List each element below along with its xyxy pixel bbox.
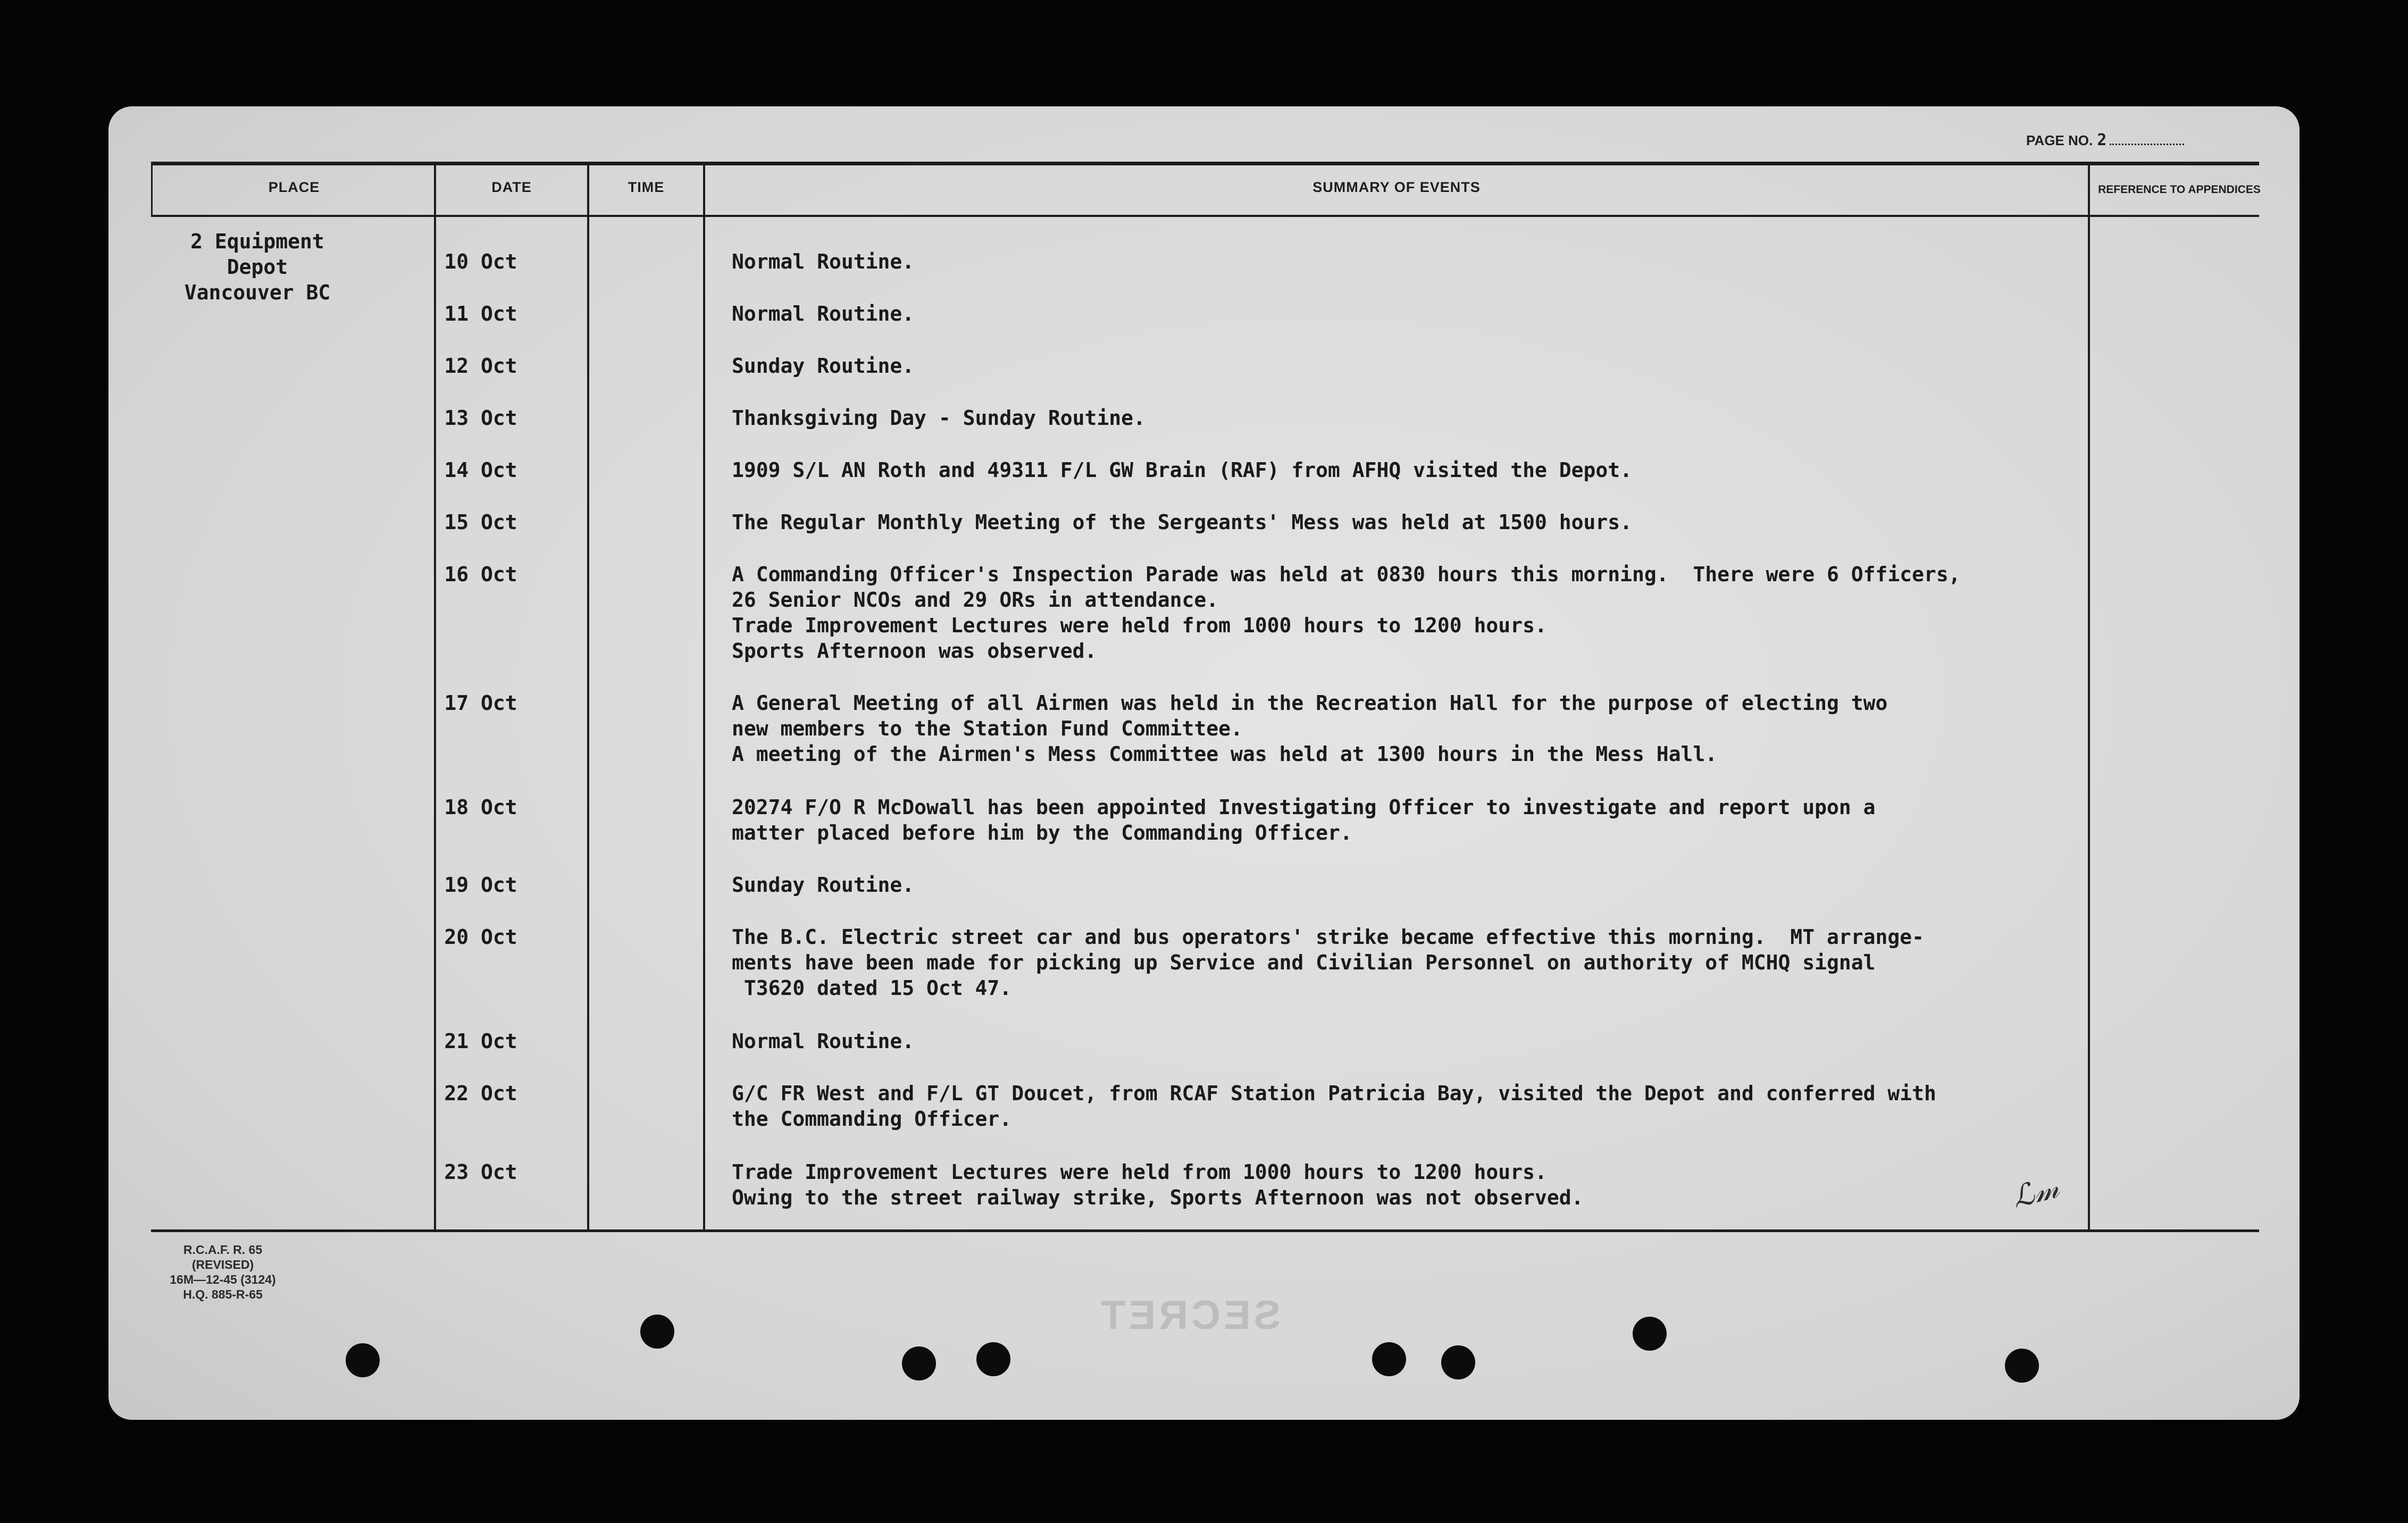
divider-summary-reference [2088, 165, 2090, 1231]
entry-summary [732, 924, 2077, 1001]
entry-summary [732, 794, 2077, 846]
page-number-value: 2 [2097, 131, 2107, 149]
divider-time-summary [703, 165, 705, 1231]
summary-line: G/C FR West and F/L GT Doucet, from RCAF Station Patricia Bay, visited the Depot and conferred with [732, 1082, 1936, 1105]
summary-line: matter placed before him by the Commanding Officer. [732, 821, 1352, 844]
summary-line: The B.C. Electric street car and bus operators' strike became effective this morning. MT arrange- [732, 925, 1925, 949]
entry-date: 12 Oct [444, 354, 517, 378]
entry-date: 14 Oct [444, 458, 517, 482]
summary-line: Sunday Routine. [732, 873, 915, 897]
summary-line: A General Meeting of all Airmen was held in the Recreation Hall for the purpose of electing two [732, 691, 1888, 715]
summary-line: ments have been made for picking up Service and Civilian Personnel on authority of MCHQ signal [732, 951, 1876, 974]
header-rule [151, 215, 2259, 217]
entry-summary [732, 872, 2077, 898]
page-number [2026, 131, 2184, 149]
entry-summary [732, 1159, 2077, 1210]
summary-line: Sunday Routine. [732, 354, 915, 378]
punch-hole [640, 1315, 674, 1349]
entry-summary [732, 1081, 2077, 1132]
entry-summary [732, 1028, 2077, 1054]
punch-hole [346, 1343, 380, 1377]
summary-line: 26 Senior NCOs and 29 ORs in attendance. [732, 588, 1219, 612]
entry-date: 10 Oct [444, 250, 517, 273]
entry-summary [732, 690, 2077, 767]
entry-summary [732, 249, 2077, 274]
summary-line: 1909 S/L AN Roth and 49311 F/L GW Brain (RAF) from AFHQ visited the Depot. [732, 458, 1632, 482]
place-line: Vancouver BC [184, 281, 331, 304]
punch-hole [1633, 1317, 1667, 1351]
initials-signature: ℒ𝓂 [2009, 1170, 2063, 1215]
summary-line: the Commanding Officer. [732, 1107, 1012, 1131]
entry-summary [732, 353, 2077, 379]
divider-date-time [587, 165, 589, 1231]
place-line: 2 Equipment Depot [190, 230, 324, 279]
place-cell [162, 229, 353, 305]
entry-summary [732, 562, 2077, 664]
secret-stamp: SECRET [1098, 1293, 1281, 1338]
header-date: DATE [491, 179, 532, 195]
entry-date: 20 Oct [444, 925, 517, 949]
entry-date: 18 Oct [444, 796, 517, 819]
header-time: TIME [628, 179, 665, 195]
summary-line: The Regular Monthly Meeting of the Sergeants' Mess was held at 1500 hours. [732, 511, 1632, 534]
summary-line: Trade Improvement Lectures were held from 1000 hours to 1200 hours. [732, 1160, 1547, 1184]
summary-line: Normal Routine. [732, 1030, 915, 1053]
header-reference: REFERENCE TO APPENDICES [2098, 183, 2261, 196]
summary-line: Sports Afternoon was observed. [732, 639, 1097, 663]
entry-summary [732, 301, 2077, 327]
punch-hole [2005, 1349, 2039, 1383]
summary-line: A Commanding Officer's Inspection Parade was held at 0830 hours this morning. There were 6 Officers, [732, 563, 1961, 586]
header-summary: SUMMARY OF EVENTS [1312, 179, 1481, 195]
form-id-line: R.C.A.F. R. 65 (REVISED) [183, 1243, 263, 1271]
page-number-label: PAGE NO. [2026, 132, 2093, 148]
entry-date: 11 Oct [444, 302, 517, 325]
punch-hole [1441, 1345, 1475, 1379]
form-id-line: 16M—12-45 (3124) [170, 1273, 276, 1286]
summary-line: A meeting of the Airmen's Mess Committee was held at 1300 hours in the Mess Hall. [732, 742, 1718, 766]
entry-date: 21 Oct [444, 1030, 517, 1053]
header-place: PLACE [268, 179, 320, 195]
page-number-line [2110, 144, 2184, 145]
entry-date: 19 Oct [444, 873, 517, 897]
summary-line: 20274 F/O R McDowall has been appointed Investigating Officer to investigate and report upon a [732, 796, 1876, 819]
summary-line: Thanksgiving Day - Sunday Routine. [732, 406, 1146, 430]
entry-date: 17 Oct [444, 691, 517, 715]
summary-line: Normal Routine. [732, 250, 915, 273]
punch-hole [1372, 1342, 1406, 1376]
entry-date: 16 Oct [444, 563, 517, 586]
diary-sheet [108, 106, 2300, 1420]
form-id-line: H.Q. 885-R-65 [183, 1287, 263, 1301]
punch-hole [976, 1342, 1010, 1376]
entry-date: 22 Oct [444, 1082, 517, 1105]
entry-summary [732, 405, 2077, 431]
entry-date: 15 Oct [444, 511, 517, 534]
entry-summary [732, 509, 2077, 535]
punch-hole [902, 1346, 936, 1380]
left-border [151, 165, 153, 217]
entry-date: 13 Oct [444, 406, 517, 430]
summary-line: Owing to the street railway strike, Sports Afternoon was not observed. [732, 1186, 1584, 1209]
summary-line: Trade Improvement Lectures were held from 1000 hours to 1200 hours. [732, 614, 1547, 637]
bottom-rule [151, 1229, 2259, 1232]
summary-line: new members to the Station Fund Committee. [732, 717, 1243, 740]
summary-line: Normal Routine. [732, 302, 915, 325]
top-rule [151, 162, 2259, 165]
form-identifier [156, 1242, 289, 1302]
entry-date: 23 Oct [444, 1160, 517, 1184]
entry-summary [732, 457, 2077, 483]
summary-line: T3620 dated 15 Oct 47. [732, 976, 1012, 1000]
